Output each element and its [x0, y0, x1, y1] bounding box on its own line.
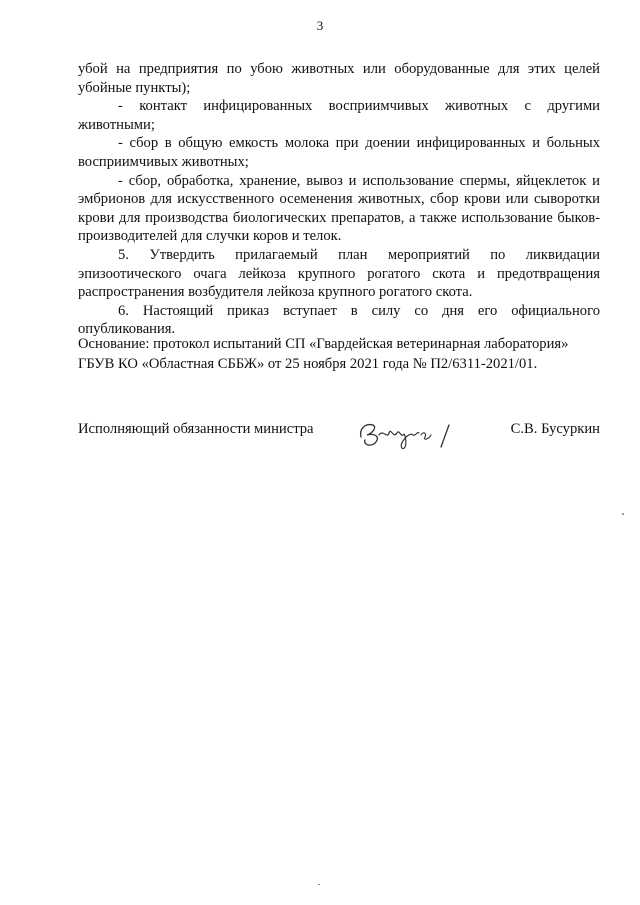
paragraph-sperm-embryos: - сбор, обработка, хранение, вывоз и использование спермы, яйцеклеток и эмбрионов для искусственного осеменения животных, сбор крови или сыворотки крови для производства биологических препаратов, а также использование быков-производителей для случки коров и телок.: [78, 172, 600, 245]
signatory-name: С.В. Бусуркин: [510, 421, 600, 437]
document-body: [78, 60, 600, 339]
basis-note: Основание: протокол испытаний СП «Гвардейская ветеринарная лаборатория» ГБУВ КО «Областная СББЖ» от 25 ноября 2021 года № П2/6311-2021/01.: [78, 336, 569, 372]
signatory-position: Исполняющий обязанности министра: [78, 421, 314, 437]
signature-block: [78, 421, 600, 451]
scan-artifact-dot: [622, 513, 624, 515]
paragraph-effective-date: 6. Настоящий приказ вступает в силу со дня его официального опубликования.: [78, 302, 600, 338]
paragraph-slaughter-continuation: убой на предприятия по убою животных или оборудованные для этих целей убойные пункты);: [78, 61, 600, 96]
handwritten-signature: [353, 413, 473, 453]
page-number: 3: [316, 18, 324, 33]
paragraph-contact-animals: - контакт инфицированных восприимчивых животных с другими животными;: [78, 98, 600, 133]
paragraph-approve-plan: 5. Утвердить прилагаемый план мероприятий по ликвидации эпизоотического очага лейкоза крупного рогатого скота и предотвращения распространения возбудителя лейкоза крупного рогатого скота.: [78, 246, 600, 301]
paragraph-milk-collection: - сбор в общую емкость молока при доении инфицированных и больных восприимчивых животных;: [78, 135, 600, 170]
scan-artifact-dot: [318, 884, 320, 885]
